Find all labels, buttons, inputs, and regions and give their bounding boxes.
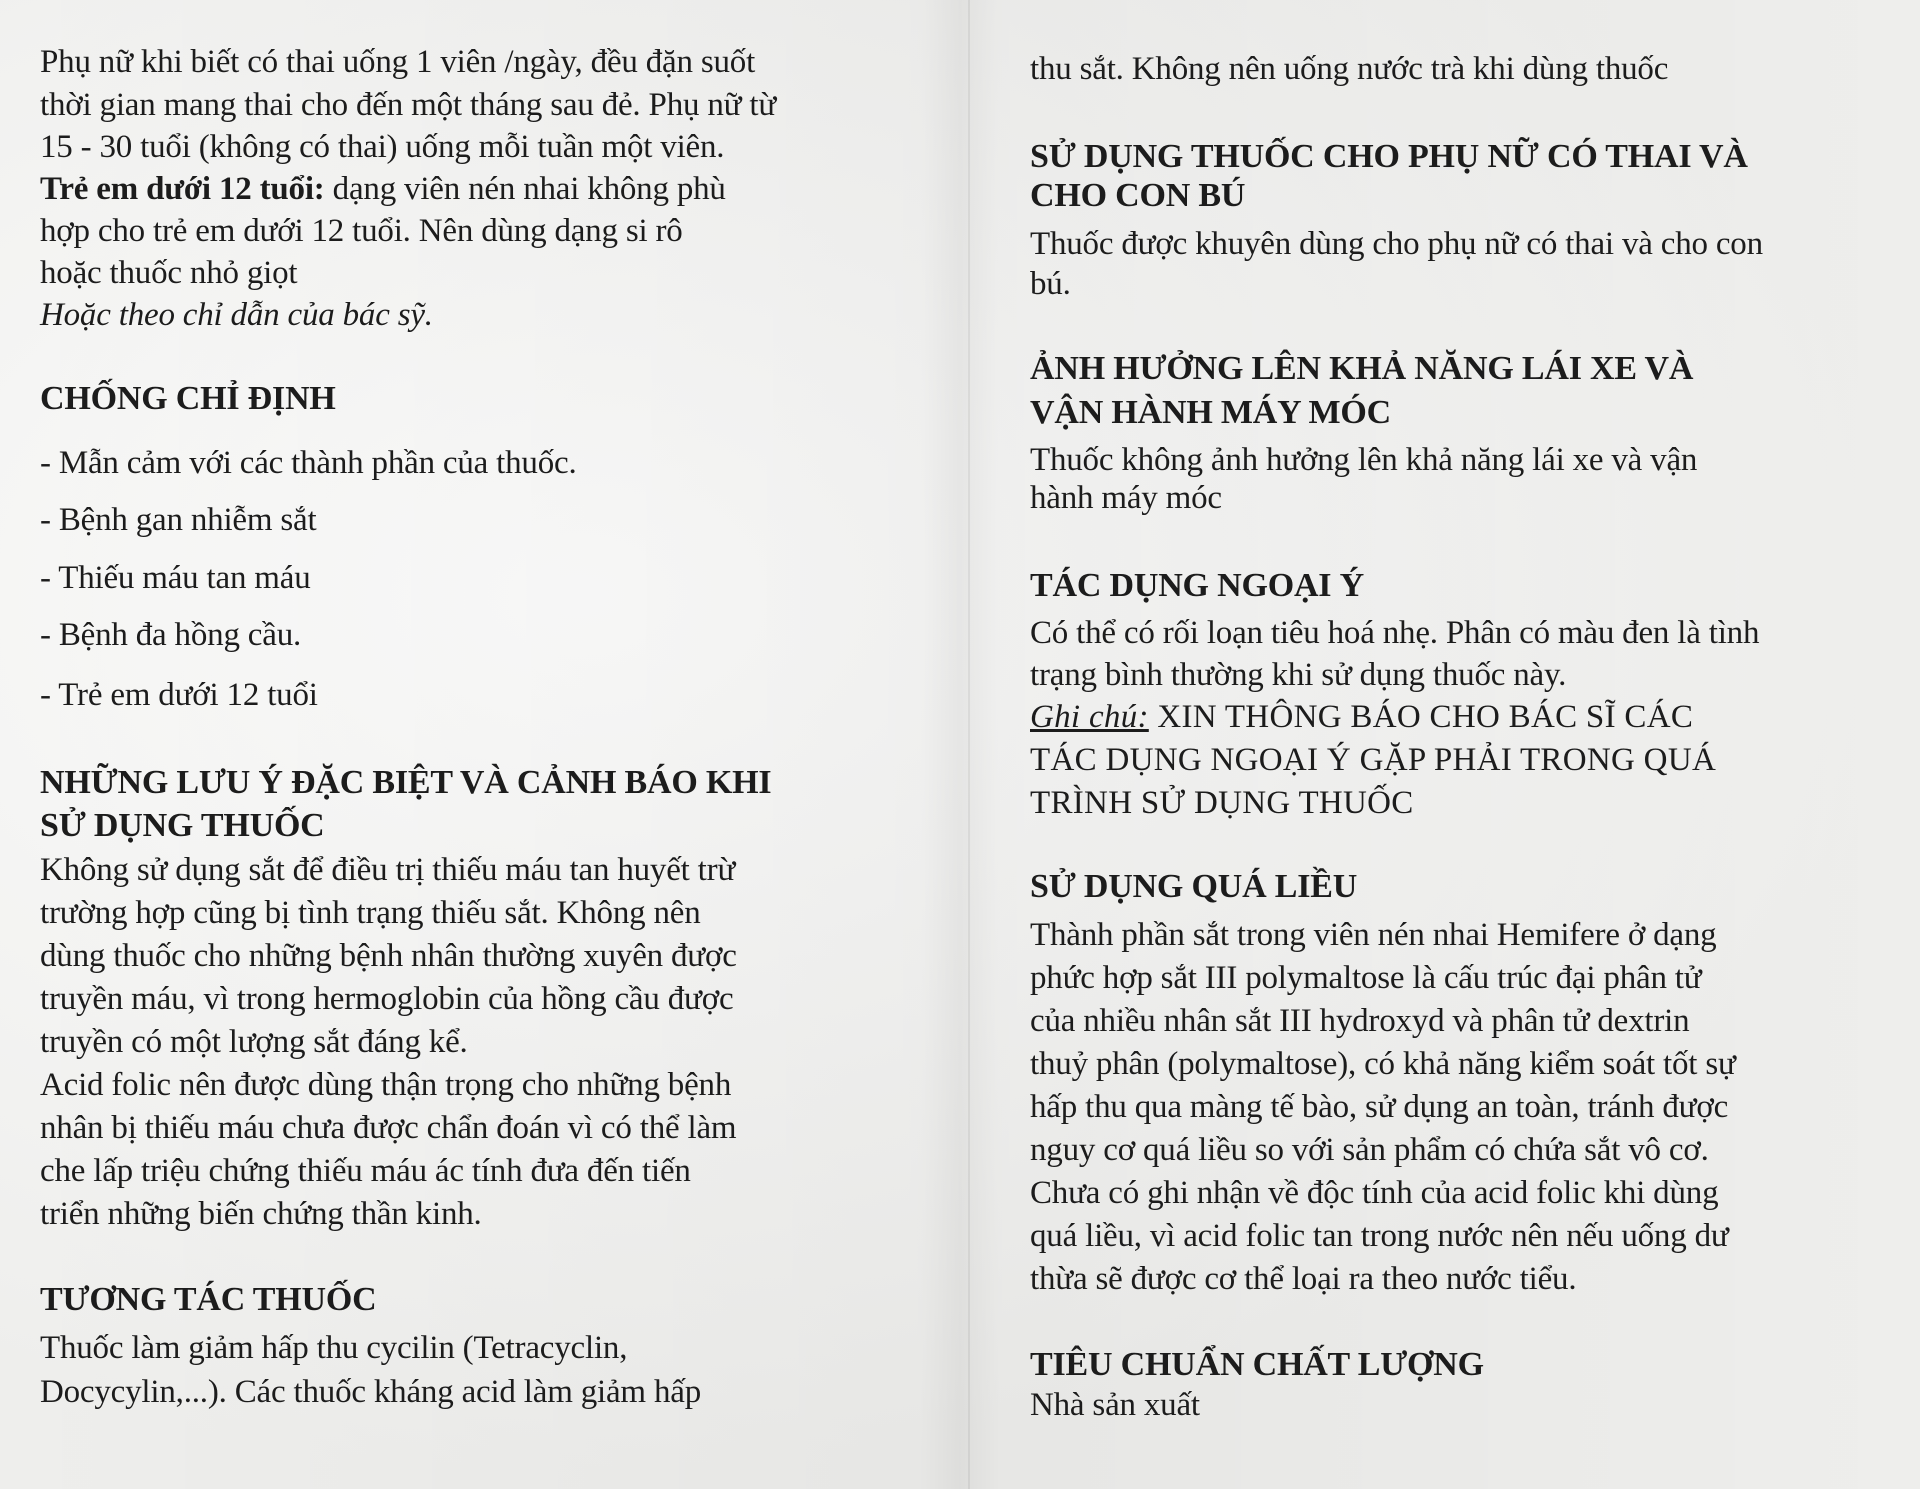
- contraindications-title: CHỐNG CHỈ ĐỊNH: [40, 380, 336, 417]
- overdose-line: nguy cơ quá liều so với sản phẩm có chứa sắt vô cơ.: [1030, 1132, 1709, 1168]
- warnings-line: truyền có một lượng sắt đáng kể.: [40, 1024, 468, 1060]
- pregnancy-line: Thuốc được khuyên dùng cho phụ nữ có thai và cho con: [1030, 226, 1763, 262]
- side-effects-line: trạng bình thường khi sử dụng thuốc này.: [1030, 657, 1567, 693]
- contraindication-item: - Bệnh đa hồng cầu.: [40, 617, 302, 653]
- overdose-line: Thành phần sắt trong viên nén nhai Hemifere ở dạng: [1030, 917, 1717, 953]
- side-effects-line: Có thể có rối loạn tiêu hoá nhẹ. Phân có màu đen là tình: [1030, 615, 1760, 651]
- interactions-line: Docycylin,...). Các thuốc kháng acid làm giảm hấp: [40, 1374, 701, 1410]
- quality-text: Nhà sản xuất: [1030, 1387, 1200, 1423]
- children-text: dạng viên nén nhai không phù: [324, 171, 726, 207]
- driving-line: Thuốc không ảnh hưởng lên khả năng lái xe và vận: [1030, 442, 1698, 478]
- note-label: Ghi chú:: [1030, 699, 1149, 735]
- driving-title: VẬN HÀNH MÁY MÓC: [1030, 394, 1391, 431]
- warnings-line: dùng thuốc cho những bệnh nhân thường xuyên được: [40, 938, 737, 974]
- dosage-line: thời gian mang thai cho đến một tháng sau đẻ. Phụ nữ từ: [40, 87, 777, 123]
- interactions-title: TƯƠNG TÁC THUỐC: [40, 1281, 377, 1318]
- interactions-continued: thu sắt. Không nên uống nước trà khi dùng thuốc: [1030, 51, 1669, 87]
- contraindication-item: - Bệnh gan nhiễm sắt: [40, 502, 317, 538]
- quality-title: TIÊU CHUẨN CHẤT LƯỢNG: [1030, 1346, 1484, 1383]
- warnings-line: trường hợp cũng bị tình trạng thiếu sắt. Không nên: [40, 895, 701, 931]
- children-line: hợp cho trẻ em dưới 12 tuổi. Nên dùng dạng si rô: [40, 213, 683, 249]
- overdose-line: thuỷ phân (polymaltose), có khả năng kiểm soát tốt sự: [1030, 1046, 1736, 1082]
- contraindication-item: - Trẻ em dưới 12 tuổi: [40, 677, 318, 713]
- warnings-line: Acid folic nên được dùng thận trọng cho những bệnh: [40, 1067, 732, 1103]
- overdose-line: quá liều, vì acid folic tan trong nước nên nếu uống dư: [1030, 1218, 1729, 1254]
- side-effects-title: TÁC DỤNG NGOẠI Ý: [1030, 567, 1364, 604]
- contraindication-item: - Mẫn cảm với các thành phần của thuốc.: [40, 445, 577, 481]
- page-fold-divider: [968, 0, 970, 1489]
- warnings-line: truyền máu, vì trong hermoglobin của hồng cầu được: [40, 981, 734, 1017]
- overdose-title: SỬ DỤNG QUÁ LIỀU: [1030, 868, 1358, 905]
- interactions-line: Thuốc làm giảm hấp thu cycilin (Tetracyclin,: [40, 1330, 628, 1366]
- pregnancy-title: SỬ DỤNG THUỐC CHO PHỤ NỮ CÓ THAI VÀ: [1030, 138, 1748, 175]
- side-effects-note-line: TÁC DỤNG NGOẠI Ý GẶP PHẢI TRONG QUÁ: [1030, 742, 1717, 778]
- warnings-title: SỬ DỤNG THUỐC: [40, 807, 325, 844]
- children-label: Trẻ em dưới 12 tuổi:: [40, 171, 325, 207]
- warnings-title: NHỮNG LƯU Ý ĐẶC BIỆT VÀ CẢNH BÁO KHI: [40, 764, 772, 801]
- children-dosage-line: [40, 169, 726, 209]
- side-effects-note: [1030, 697, 1693, 737]
- dosage-line: Phụ nữ khi biết có thai uống 1 viên /ngày, đều đặn suốt: [40, 44, 756, 80]
- side-effects-note-line: TRÌNH SỬ DỤNG THUỐC: [1030, 785, 1414, 821]
- overdose-line: phức hợp sắt III polymaltose là cấu trúc đại phân tử: [1030, 960, 1702, 996]
- overdose-line: Chưa có ghi nhận về độc tính của acid folic khi dùng: [1030, 1175, 1719, 1211]
- warnings-line: nhân bị thiếu máu chưa được chẩn đoán vì có thể làm: [40, 1110, 737, 1146]
- overdose-line: thừa sẽ được cơ thể loại ra theo nước tiểu.: [1030, 1261, 1577, 1297]
- driving-title: ẢNH HƯỞNG LÊN KHẢ NĂNG LÁI XE VÀ: [1030, 350, 1694, 387]
- dosage-line: 15 - 30 tuổi (không có thai) uống mỗi tuần một viên.: [40, 129, 725, 165]
- contraindication-item: - Thiếu máu tan máu: [40, 560, 311, 596]
- note-text: XIN THÔNG BÁO CHO BÁC SĨ CÁC: [1148, 699, 1694, 735]
- overdose-line: hấp thu qua màng tế bào, sử dụng an toàn, tránh được: [1030, 1089, 1729, 1125]
- doctor-note: Hoặc theo chỉ dẫn của bác sỹ.: [40, 297, 433, 333]
- warnings-line: Không sử dụng sắt để điều trị thiếu máu tan huyết trừ: [40, 852, 736, 888]
- warnings-line: che lấp triệu chứng thiếu máu ác tính đưa đến tiến: [40, 1153, 691, 1189]
- children-line: hoặc thuốc nhỏ giọt: [40, 255, 298, 291]
- warnings-line: triển những biến chứng thần kinh.: [40, 1196, 482, 1232]
- driving-line: hành máy móc: [1030, 480, 1222, 516]
- overdose-line: của nhiều nhân sắt III hydroxyd và phân tử dextrin: [1030, 1003, 1690, 1039]
- pregnancy-title: CHO CON BÚ: [1030, 177, 1246, 214]
- pregnancy-line: bú.: [1030, 266, 1071, 302]
